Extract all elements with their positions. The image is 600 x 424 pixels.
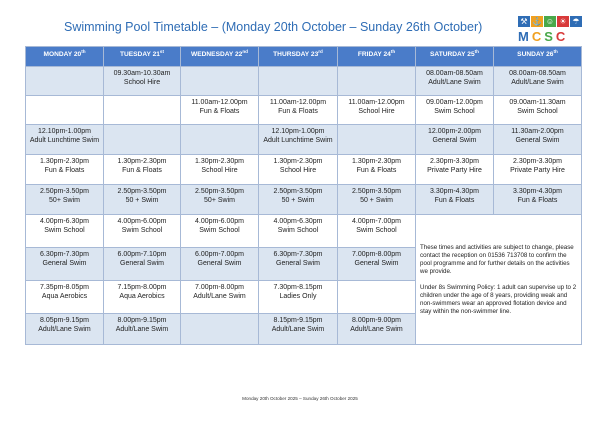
session-cell — [259, 155, 338, 185]
session-cell — [104, 185, 181, 215]
session-activity: Aqua Aerobics — [41, 293, 88, 300]
session-time: 2.50pm-3.50pm — [194, 188, 245, 195]
day-header — [181, 47, 259, 67]
day-label: SATURDAY 25 — [430, 51, 475, 58]
table-row — [26, 215, 582, 248]
day-header — [338, 47, 416, 67]
session-activity: Private Party Hire — [427, 167, 482, 174]
swim-policy-paragraph: Under 8s Swimming Policy: 1 adult can supervise up to 2 children under the age of 8 years, providing weak and non-swimmers wear an approved flotation device and stay within the non-swimmer line. — [420, 283, 577, 315]
session-activity: Swim School — [517, 108, 558, 115]
table-row — [26, 96, 582, 125]
session-cell — [416, 155, 494, 185]
session-time: 2.50pm-3.50pm — [273, 188, 323, 195]
session-time: 11.00am-12.00pm — [191, 99, 248, 106]
session-time: 11.30am-2.00pm — [511, 128, 564, 135]
session-cell — [181, 67, 259, 96]
session-cell — [104, 125, 181, 155]
session-activity: Ladies Only — [279, 293, 317, 300]
day-header — [416, 47, 494, 67]
session-time: 3.30pm-4.30pm — [429, 188, 480, 195]
session-activity: 50 + Swim — [125, 197, 159, 204]
session-cell — [416, 185, 494, 215]
session-activity: Swim School — [121, 227, 163, 234]
session-activity: General Swim — [354, 260, 399, 267]
session-cell — [181, 314, 259, 345]
session-time: 2.50pm-3.50pm — [117, 188, 167, 195]
session-activity: Fun & Floats — [122, 167, 162, 174]
session-time: 4.00pm-6.00pm — [194, 218, 245, 225]
day-label: SUNDAY 26 — [517, 51, 554, 58]
page-title: Swimming Pool Timetable – (Monday 20th October – Sunday 26th October) — [64, 20, 483, 34]
session-cell — [416, 96, 494, 125]
sport-icon: ☂ — [570, 16, 582, 27]
session-cell — [26, 215, 104, 248]
session-cell — [104, 281, 181, 314]
day-suffix: th — [390, 48, 396, 54]
session-cell — [494, 96, 582, 125]
session-cell — [338, 185, 416, 215]
session-activity: General Swim — [120, 260, 164, 267]
session-cell — [104, 67, 181, 96]
session-activity: Adult/Lane Swim — [511, 79, 564, 86]
session-activity: Swim School — [356, 227, 397, 234]
session-activity: Adult Lunchtime Swim — [29, 137, 100, 144]
table-row — [26, 155, 582, 185]
timetable — [25, 46, 582, 345]
session-time: 8.05pm-9.15pm — [39, 317, 90, 324]
logo-letter: S — [544, 29, 553, 44]
session-activity: 50+ Swim — [204, 197, 235, 204]
session-time: 7.00pm-8.00pm — [194, 284, 245, 291]
sport-icon: ⚓ — [532, 17, 542, 26]
session-activity: General Swim — [276, 260, 320, 267]
session-time: 12.10pm-1.00pm — [271, 128, 325, 135]
session-activity: Fun & Floats — [356, 167, 397, 174]
session-activity: School Hire — [358, 108, 395, 115]
day-label: WEDNESDAY 22 — [191, 51, 243, 58]
session-cell — [26, 281, 104, 314]
session-activity: Adult Lunchtime Swim — [263, 137, 333, 144]
session-time: 7.15pm-8.00pm — [117, 284, 167, 291]
session-activity: Fun & Floats — [434, 197, 475, 204]
session-time: 8.00pm-9.15pm — [117, 317, 167, 324]
day-suffix: th — [81, 48, 86, 54]
logo-letter: C — [555, 29, 566, 44]
session-cell — [494, 155, 582, 185]
session-time: 8.00pm-9.00pm — [351, 317, 402, 324]
session-cell — [338, 155, 416, 185]
day-label: FRIDAY 24 — [357, 51, 391, 58]
session-cell — [494, 67, 582, 96]
session-activity: Fun & Floats — [44, 167, 85, 174]
footer-date-range: Monday 20th October 2025 – Sunday 26th October 2025 — [242, 396, 358, 401]
session-activity: General Swim — [197, 260, 242, 267]
session-cell — [181, 281, 259, 314]
session-cell — [416, 125, 494, 155]
session-cell — [259, 67, 338, 96]
day-header — [494, 47, 582, 67]
session-cell — [26, 125, 104, 155]
session-time: 2.50pm-3.50pm — [351, 188, 402, 195]
session-cell — [26, 155, 104, 185]
session-activity: 50 + Swim — [281, 197, 315, 204]
session-time: 2.30pm-3.30pm — [512, 158, 563, 165]
session-time: 1.30pm-2.30pm — [351, 158, 402, 165]
session-activity: Adult/Lane Swim — [115, 326, 169, 333]
session-activity: General Swim — [515, 137, 560, 144]
day-suffix: th — [553, 48, 558, 54]
session-activity: Fun & Floats — [278, 108, 318, 115]
session-cell — [104, 248, 181, 281]
session-time: 12.10pm-1.00pm — [38, 128, 91, 135]
session-cell — [416, 67, 494, 96]
session-time: 09.30am-10.30am — [113, 70, 171, 77]
day-suffix: th — [474, 48, 479, 54]
session-time: 6.00pm-7.10pm — [117, 251, 167, 258]
session-activity: Adult/Lane Swim — [193, 293, 246, 300]
session-time: 12.00pm-2.00pm — [428, 128, 481, 135]
session-activity: Swim School — [199, 227, 240, 234]
info-note — [416, 215, 582, 345]
session-activity: Adult/Lane Swim — [271, 326, 325, 333]
session-time: 4.00pm-6.30pm — [39, 218, 90, 225]
session-time: 09.00am-12.00pm — [426, 99, 483, 106]
session-cell — [181, 248, 259, 281]
session-cell — [104, 314, 181, 345]
day-header — [26, 47, 104, 67]
session-cell — [338, 96, 416, 125]
session-activity: General Swim — [42, 260, 87, 267]
session-activity: Adult/Lane Swim — [350, 326, 403, 333]
session-activity: Fun & Floats — [199, 108, 240, 115]
session-activity: Adult/Lane Swim — [428, 79, 481, 86]
session-time: 1.30pm-2.30pm — [194, 158, 245, 165]
session-cell — [26, 248, 104, 281]
session-time: 1.30pm-2.30pm — [117, 158, 167, 165]
note-paragraph: These times and activities are subject to change, please contact the reception on 01536 713708 to confirm the pool programme and for further details on the activities we provide. — [420, 243, 574, 275]
session-cell — [259, 185, 338, 215]
session-cell — [181, 185, 259, 215]
session-activity: School Hire — [123, 79, 161, 86]
session-time: 6.30pm-7.30pm — [273, 251, 323, 258]
session-cell — [26, 96, 104, 125]
session-time: 4.00pm-6.00pm — [117, 218, 167, 225]
day-suffix: st — [159, 48, 165, 54]
session-cell — [104, 155, 181, 185]
session-activity: Fun & Floats — [517, 197, 558, 204]
session-activity: Adult/Lane Swim — [38, 326, 91, 333]
session-time: 11.00am-12.00pm — [269, 99, 327, 106]
session-cell — [494, 125, 582, 155]
session-time: 1.30pm-2.30pm — [39, 158, 90, 165]
session-time: 08.00am-08.50am — [426, 70, 483, 77]
session-activity: Swim School — [277, 227, 319, 234]
session-time: 8.15pm-9.15pm — [273, 317, 323, 324]
session-cell — [26, 314, 104, 345]
day-suffix: nd — [242, 48, 248, 54]
session-cell — [259, 314, 338, 345]
session-time: 1.30pm-2.30pm — [273, 158, 323, 165]
session-cell — [338, 281, 416, 314]
session-activity: General Swim — [432, 137, 477, 144]
session-time: 7.30pm-8.15pm — [273, 284, 323, 291]
day-suffix: rd — [318, 48, 323, 54]
session-cell — [259, 96, 338, 125]
day-header — [104, 47, 181, 67]
session-cell — [338, 215, 416, 248]
session-time: 6.00pm-7.00pm — [194, 251, 245, 258]
session-activity: School Hire — [279, 167, 317, 174]
session-cell — [181, 155, 259, 185]
session-activity: Aqua Aerobics — [119, 293, 165, 300]
session-cell — [26, 185, 104, 215]
day-label: TUESDAY 21 — [119, 51, 160, 58]
session-cell — [338, 125, 416, 155]
session-time: 7.35pm-8.05pm — [39, 284, 90, 291]
session-activity: Swim School — [44, 227, 85, 234]
session-time: 4.00pm-7.00pm — [351, 218, 402, 225]
logo-letter: M — [518, 29, 529, 44]
session-time: 11.00am-12.00pm — [348, 99, 405, 106]
table-row — [26, 185, 582, 215]
session-time: 2.50pm-3.50pm — [39, 188, 90, 195]
session-cell — [181, 125, 259, 155]
session-cell — [259, 215, 338, 248]
sport-icon: ☺ — [545, 17, 555, 26]
session-cell — [26, 67, 104, 96]
session-cell — [181, 96, 259, 125]
session-cell — [338, 314, 416, 345]
day-header — [259, 47, 338, 67]
day-label: MONDAY 20 — [43, 51, 82, 58]
session-time: 09.00am-11.30am — [509, 99, 566, 106]
session-cell — [259, 125, 338, 155]
sport-icon: ⚒ — [518, 16, 530, 27]
session-time: 7.00pm-8.00pm — [351, 251, 402, 258]
session-cell — [338, 248, 416, 281]
session-cell — [181, 215, 259, 248]
session-cell — [494, 185, 582, 215]
session-time: 3.30pm-4.30pm — [512, 188, 563, 195]
session-time: 2.30pm-3.30pm — [429, 158, 480, 165]
table-row — [26, 67, 582, 96]
session-cell — [104, 96, 181, 125]
logo-letter: C — [531, 29, 542, 44]
session-cell — [104, 215, 181, 248]
session-activity: 50 + Swim — [360, 197, 393, 204]
sport-icon: ☀ — [557, 16, 569, 27]
table-row — [26, 125, 582, 155]
session-cell — [259, 248, 338, 281]
session-activity: Swim School — [434, 108, 475, 115]
session-cell — [338, 67, 416, 96]
day-label: THURSDAY 23 — [273, 51, 319, 58]
session-time: 4.00pm-6.30pm — [273, 218, 323, 225]
session-time: 6.30pm-7.30pm — [39, 251, 90, 258]
session-cell — [259, 281, 338, 314]
mcsc-logo — [518, 16, 584, 50]
session-activity: Private Party Hire — [510, 167, 565, 174]
session-activity: School Hire — [201, 167, 238, 174]
session-time: 08.00am-08.50am — [509, 70, 566, 77]
header-row — [26, 47, 582, 67]
session-activity: 50+ Swim — [49, 197, 80, 204]
